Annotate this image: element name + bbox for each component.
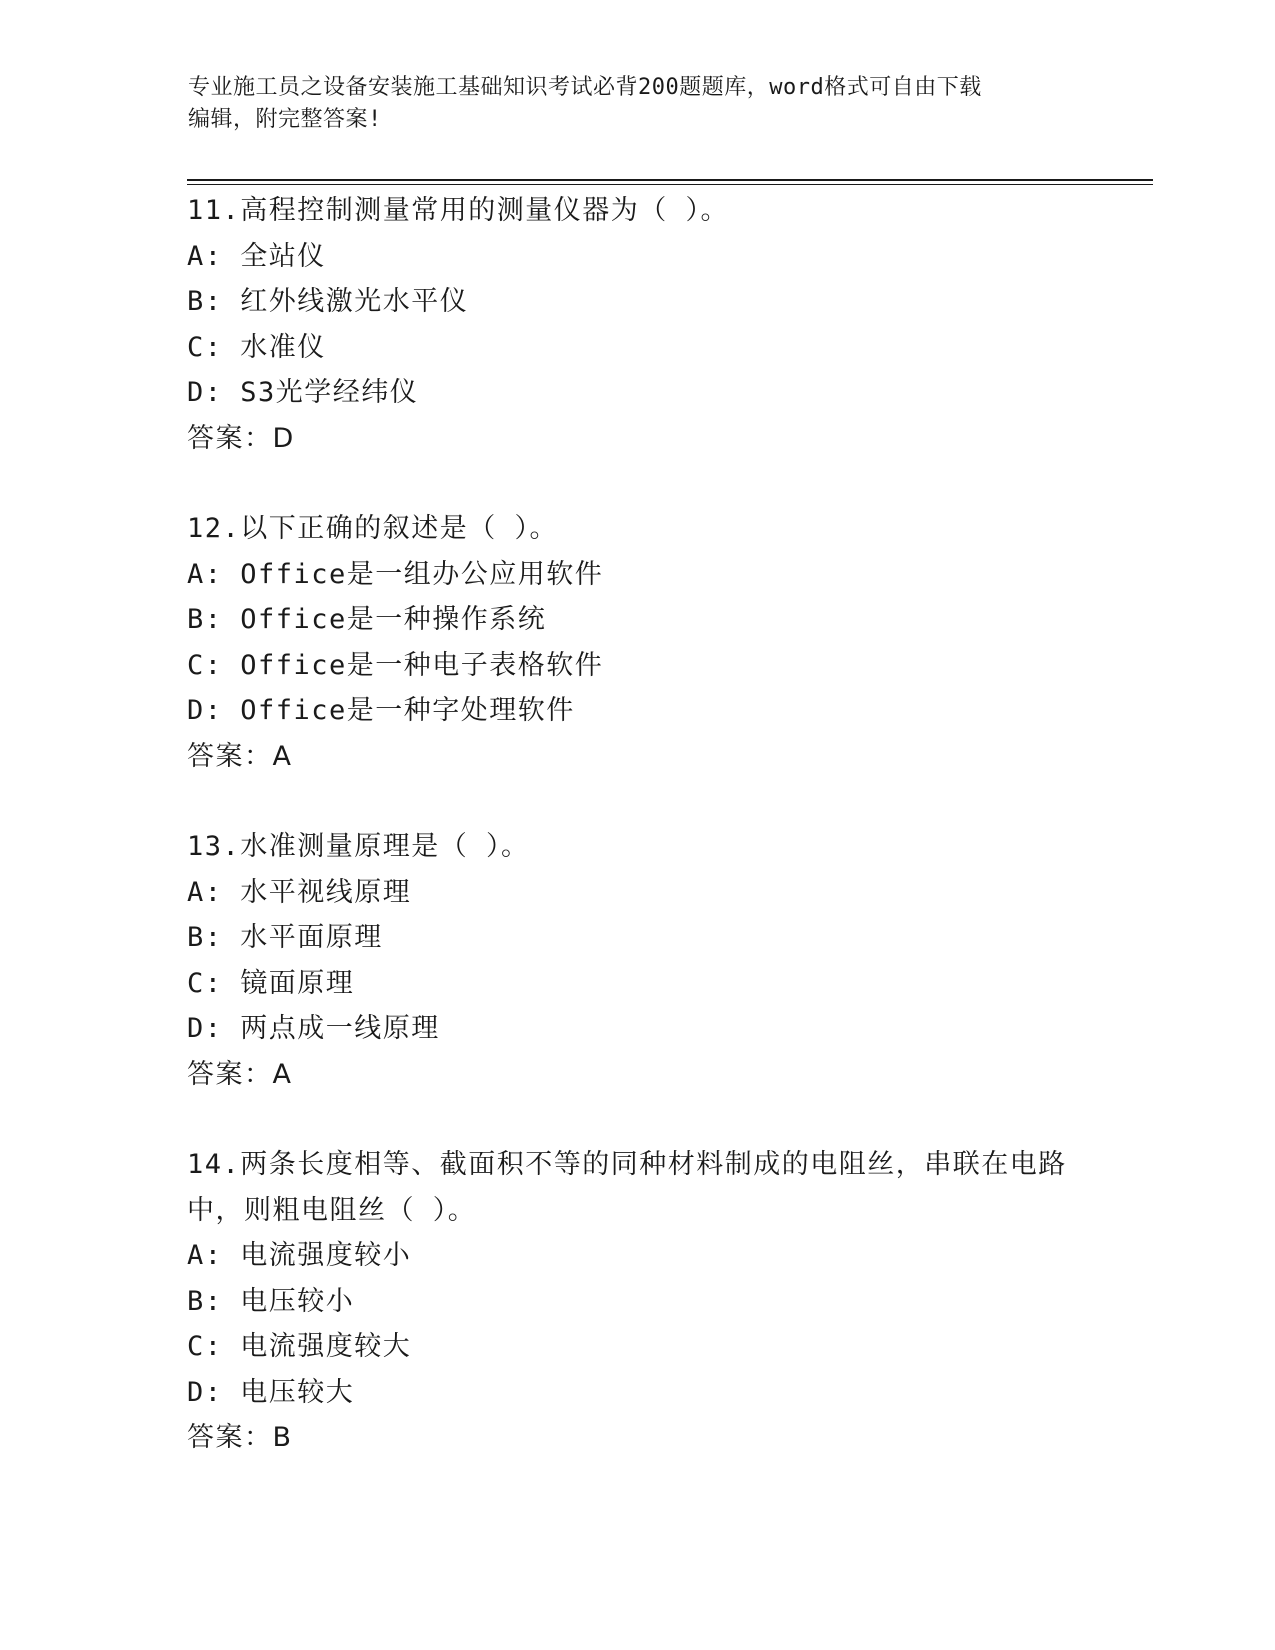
option-d: D: S3光学经纬仪 [187,377,419,408]
header-divider-thin [187,184,1153,185]
question-stem: 11.高程控制测量常用的测量仪器为（ ）。 [187,195,730,226]
question-stem: 12.以下正确的叙述是（ ）。 [187,513,559,544]
option-b: B: 电压较小 [187,1285,355,1317]
question-item [187,506,1147,779]
question-stem: 13.水准测量原理是（ ）。 [187,831,530,862]
header-line-1: 专业施工员之设备安装施工基础知识考试必背200题题库，word格式可自由下载 [188,75,982,100]
option-c: C: 电流强度较大 [187,1331,412,1362]
answer-line: 答案：D [187,422,295,454]
answer-line: 答案：B [187,1422,293,1453]
header-line-2: 编辑，附完整答案! [188,107,382,132]
answer-line: 答案：A [187,740,293,772]
document-header [188,72,1088,136]
answer-line: 答案：A [187,1058,293,1090]
option-a: A: Office是一组办公应用软件 [187,558,604,590]
option-b: B: Office是一种操作系统 [187,604,547,635]
option-d: D: Office是一种字处理软件 [187,695,575,726]
option-c: C: 水准仪 [187,331,326,363]
header-divider [187,179,1153,181]
option-a: A: 电流强度较小 [187,1240,412,1271]
option-c: C: Office是一种电子表格软件 [187,649,604,681]
question-item [187,824,1147,1097]
question-stem: 14.两条长度相等、截面积不等的同种材料制成的电阻丝，串联在电路中，则粗电阻丝（ ）。 [187,1149,1067,1226]
option-b: B: 水平面原理 [187,922,383,953]
option-d: D: 电压较大 [187,1376,355,1408]
option-a: A: 水平视线原理 [187,876,412,908]
option-d: D: 两点成一线原理 [187,1013,440,1044]
option-a: A: 全站仪 [187,240,326,272]
question-item [187,188,1147,461]
option-c: C: 镜面原理 [187,967,355,999]
question-item [187,1142,1147,1461]
question-list [187,188,1147,1506]
option-b: B: 红外线激光水平仪 [187,286,469,317]
